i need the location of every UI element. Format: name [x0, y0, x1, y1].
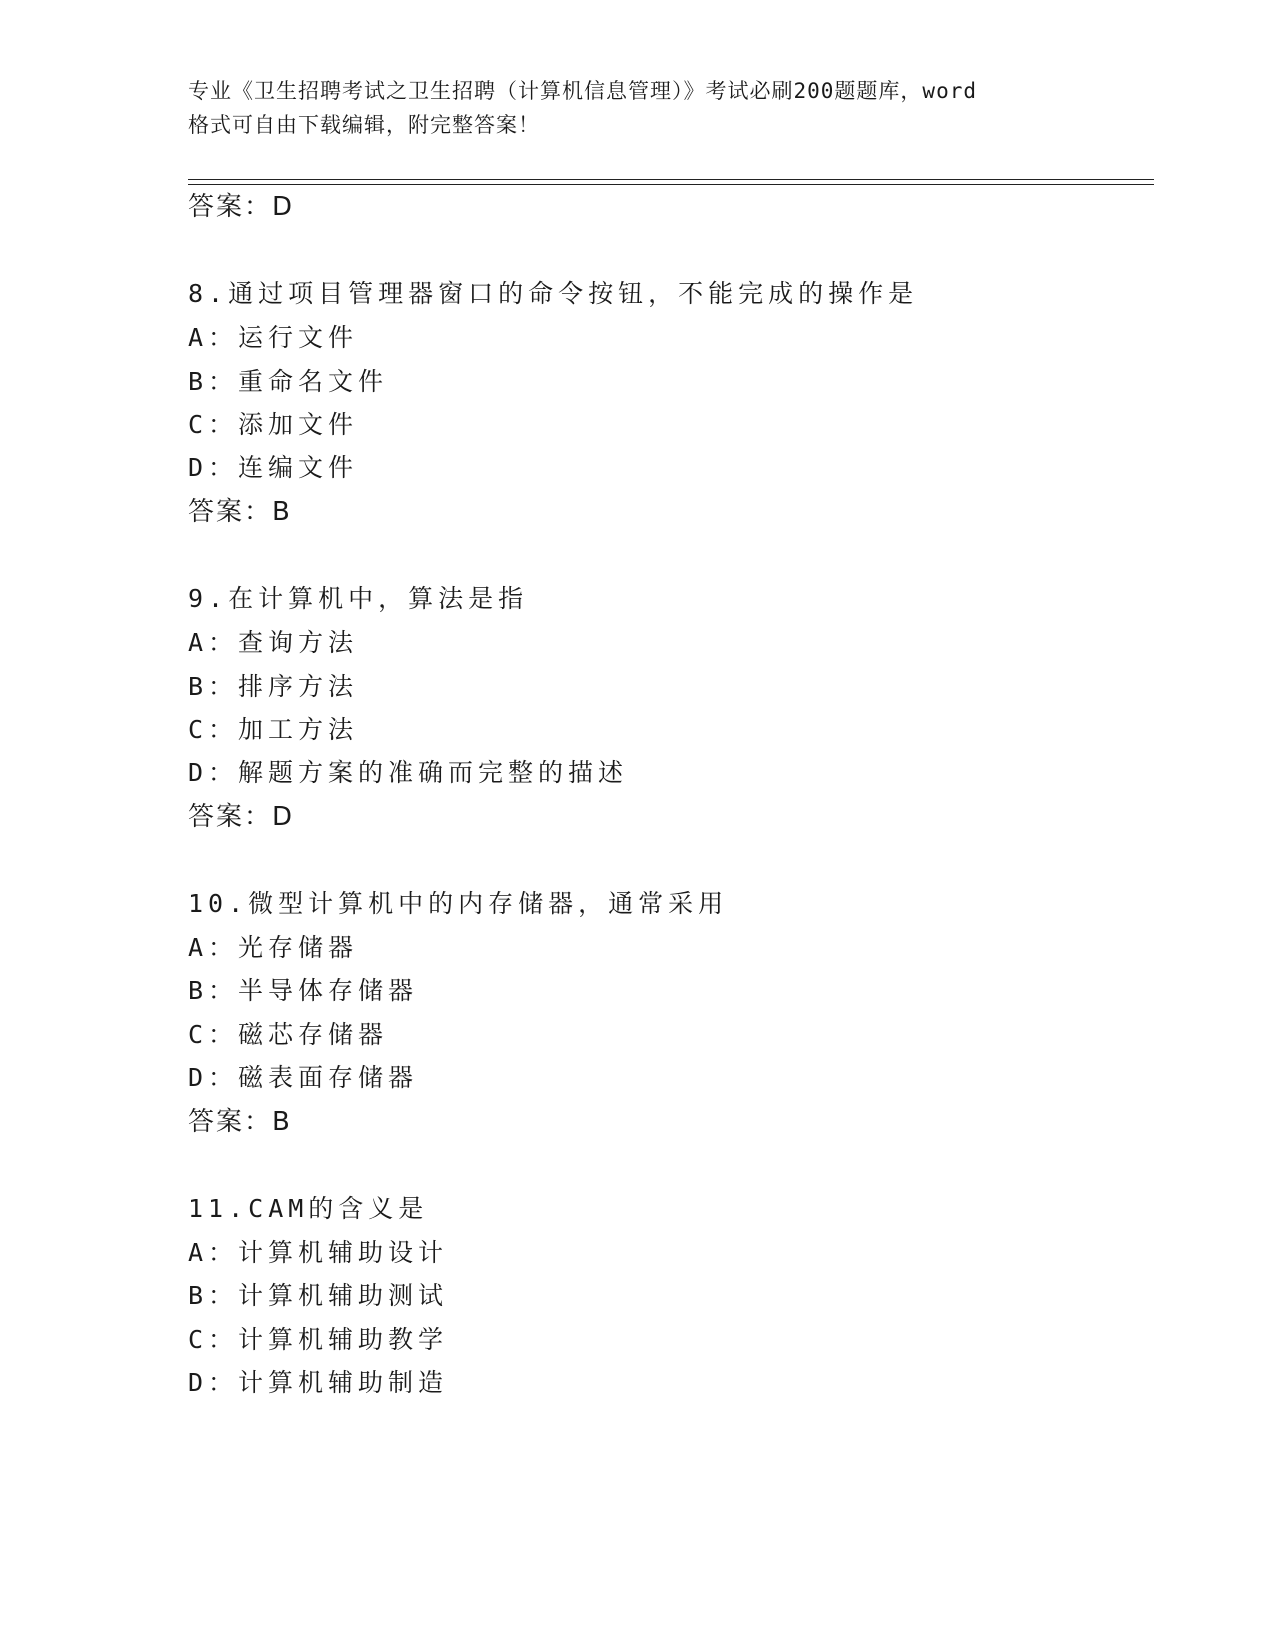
option-a: A：运行文件	[188, 323, 359, 352]
option-d: D：连编文件	[188, 453, 359, 482]
header-divider-top	[188, 179, 1154, 180]
answer-label: 答案：B	[188, 497, 292, 527]
option-d: D：计算机辅助制造	[188, 1368, 449, 1397]
option-b: B：半导体存储器	[188, 976, 419, 1005]
header-line-1: 专业《卫生招聘考试之卫生招聘（计算机信息管理）》考试必刷200题题库，word	[188, 79, 977, 103]
question-stem: 11.CAM的含义是	[188, 1194, 429, 1223]
header-divider-bottom	[188, 184, 1154, 185]
option-c: C：添加文件	[188, 410, 359, 439]
question-stem: 10.微型计算机中的内存储器，通常采用	[188, 889, 729, 918]
option-c: C：磁芯存储器	[188, 1020, 389, 1049]
question-stem: 9.在计算机中，算法是指	[188, 584, 529, 613]
option-a: A：光存储器	[188, 933, 359, 962]
header-line-2: 格式可自由下载编辑，附完整答案！	[188, 113, 540, 137]
answer-label: 答案：B	[188, 1107, 292, 1137]
option-a: A：查询方法	[188, 628, 359, 657]
option-c: C：加工方法	[188, 715, 359, 744]
option-b: B：计算机辅助测试	[188, 1281, 449, 1310]
option-b: B：重命名文件	[188, 367, 389, 396]
option-a: A：计算机辅助设计	[188, 1238, 449, 1267]
answer-label: 答案：D	[188, 192, 295, 222]
question-stem: 8.通过项目管理器窗口的命令按钮，不能完成的操作是	[188, 279, 919, 308]
option-d: D：解题方案的准确而完整的描述	[188, 758, 629, 787]
option-d: D：磁表面存储器	[188, 1063, 419, 1092]
answer-label: 答案：D	[188, 802, 295, 832]
option-c: C：计算机辅助教学	[188, 1325, 449, 1354]
document-header	[188, 74, 1088, 142]
option-b: B：排序方法	[188, 672, 359, 701]
